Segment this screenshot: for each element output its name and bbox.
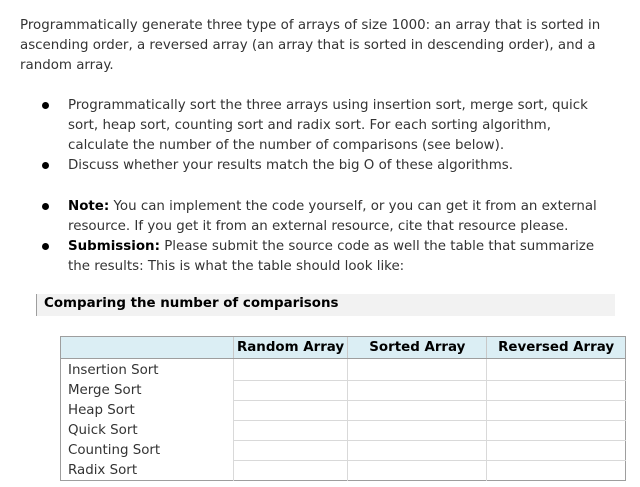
row-label: Insertion Sort	[68, 363, 159, 379]
bullet-text: Programmatically sort the three arrays using insertion sort, merge sort, quick sort, heap sort, counting sort and radix sort. For each sorting algorithm, calculate the number of the number of comparisons (see below).	[68, 98, 588, 153]
table-cell	[348, 401, 487, 421]
row-label: Radix Sort	[68, 462, 138, 478]
table-cell	[487, 381, 626, 401]
table-cell	[348, 381, 487, 401]
table-cell	[487, 461, 626, 481]
bullet-text: Discuss whether your results match the big O of these algorithms.	[68, 158, 514, 173]
table-row	[61, 359, 626, 381]
header-cell-blank	[61, 337, 234, 359]
table-cell	[233, 401, 348, 421]
bullet-icon	[42, 162, 49, 169]
submission-label: Submission:	[68, 239, 160, 254]
table-cell	[348, 461, 487, 481]
intro-paragraph: Programmatically generate three type of arrays of size 1000: an array that is sorted in ascending order, a reversed array (an array that is sorted in descending order), and a random array.	[20, 18, 601, 73]
table-heading-text: Comparing the number of comparisons	[44, 296, 339, 311]
table-row	[61, 441, 626, 461]
table-cell	[348, 359, 487, 381]
table-cell	[233, 421, 348, 441]
table-cell	[233, 441, 348, 461]
table-cell	[487, 441, 626, 461]
table-row	[61, 401, 626, 421]
task-list	[0, 96, 640, 176]
table-heading	[36, 294, 615, 316]
row-label: Counting Sort	[68, 443, 161, 458]
table-row	[61, 381, 626, 401]
table-cell	[487, 421, 626, 441]
list-item	[0, 156, 640, 176]
table-cell	[233, 461, 348, 481]
row-label: Quick Sort	[68, 423, 138, 438]
bullet-icon	[42, 203, 49, 210]
table-header-row	[61, 337, 626, 359]
bullet-icon	[42, 243, 49, 250]
note-label: Note:	[68, 199, 110, 214]
table-row	[61, 461, 626, 481]
note-list	[0, 197, 640, 277]
bullet-icon	[42, 102, 49, 109]
list-item	[0, 197, 640, 237]
header-cell-reversed: Reversed Array	[487, 337, 626, 359]
comparison-table	[60, 336, 626, 481]
table-row	[61, 421, 626, 441]
table-cell	[348, 421, 487, 441]
table-cell	[487, 401, 626, 421]
table-cell	[487, 359, 626, 381]
submission-text: Please submit the source code as well the table that summarize the results: This is what the table should look like:	[68, 239, 595, 274]
header-cell-random: Random Array	[233, 337, 348, 359]
list-item	[0, 237, 640, 277]
list-item	[0, 96, 640, 156]
header-cell-sorted: Sorted Array	[348, 337, 487, 359]
table-cell	[233, 359, 348, 381]
table-cell	[233, 381, 348, 401]
note-text: You can implement the code yourself, or you can get it from an external resource. If you get it from an external resource, cite that resource please.	[68, 199, 597, 234]
table-cell	[348, 441, 487, 461]
row-label: Heap Sort	[68, 403, 135, 418]
row-label: Merge Sort	[68, 383, 142, 398]
